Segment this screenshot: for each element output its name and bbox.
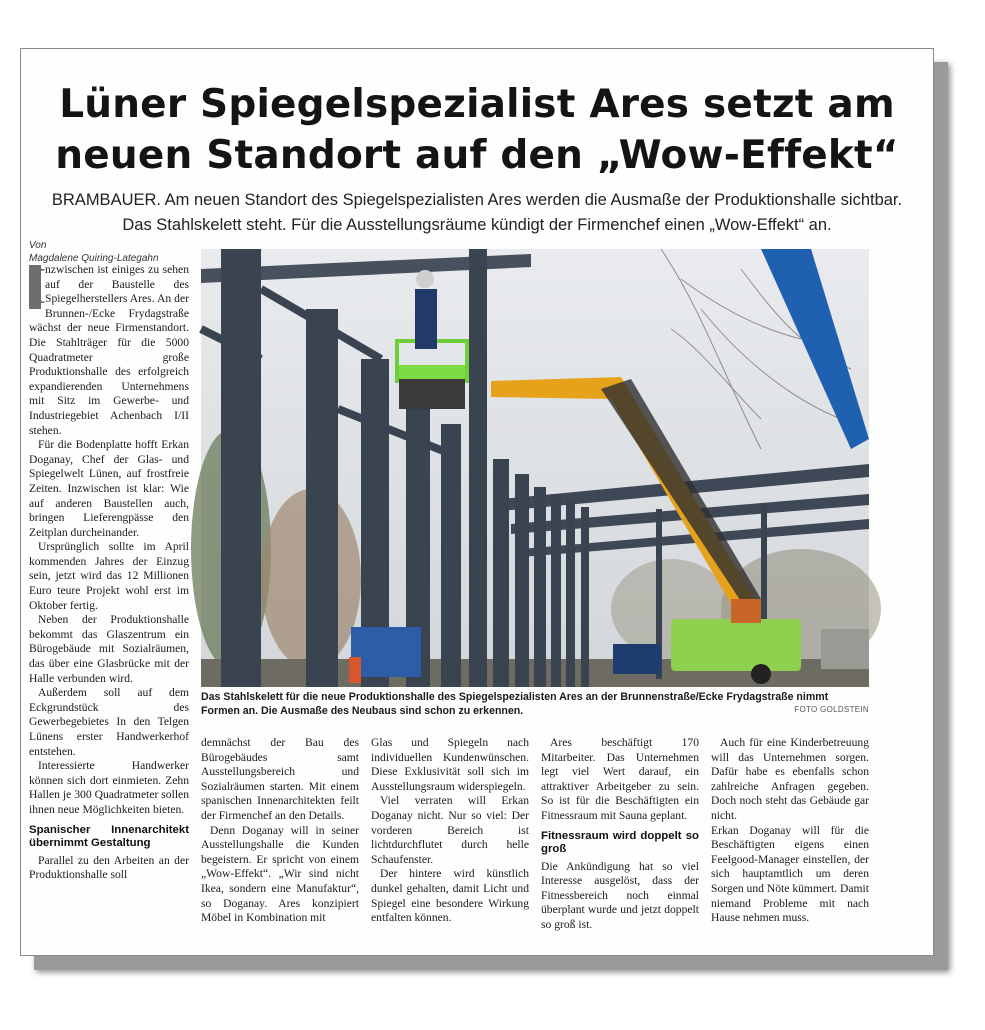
paragraph: Ursprünglich sollte im April kommenden Jahres der Einzug sein, jetzt wird das 12 Millionen Euro teure Projekt wohl erst im Oktober fertig.: [29, 540, 189, 612]
paragraph: Neben der Produktionshalle bekommt das Glaszentrum ein Bürogebäude mit Sozialräumen, das über eine Glasbrücke mit der Halle verbunden wird.: [29, 613, 189, 685]
paragraph: Für die Bodenplatte hofft Erkan Doganay, Chef der Glas- und Spiegelwelt Lünen, auf frostfreie Zeiten. Inzwischen ist klar: Wie auf anderen Baustellen auch, bringen Lieferengpässe den Zeitplan durcheinander.: [29, 438, 189, 539]
article-column-3: [371, 736, 529, 926]
paragraph: Außerdem soll auf dem Eckgrundstück des Gewerbegebietes In den Telgen Lünens erster Handwerkerhof entstehen.: [29, 686, 189, 758]
paragraph: Erkan Doganay will für die Beschäftigten eigens einen Feelgood-Manager einstellen, der sich hauptamtlich um deren Sorgen und Nöte kümmert. Damit niemand Probleme mit nach Hause nehmen muss.: [711, 823, 869, 925]
paragraph: Auch für eine Kinderbetreuung will das Unternehmen sorgen. Dafür habe es ebenfalls schon zahlreiche Anfragen gegeben. Doch noch steht das Gebäude gar nicht.: [711, 736, 869, 822]
paragraph: Interessierte Handwerker können sich dort einmieten. Zehn Hallen je 300 Quadratmeter sollen ihnen neue Möglichkeiten bieten.: [29, 759, 189, 816]
paragraph: Ares beschäftigt 170 Mitarbeiter. Das Unternehmen legt viel Wert darauf, ein attraktiver Arbeitgeber zu sein. So ist für die Beschäftigten ein Fitnessraum mit Sauna geplant.: [541, 736, 699, 822]
section-heading: Fitnessraum wird doppelt so groß: [541, 829, 699, 855]
article-column-5: [711, 736, 869, 926]
newspaper-clipping: [20, 48, 934, 956]
photo-caption: Das Stahlskelett für die neue Produktionshalle des Spiegelspezialisten Ares an der Brunnenstraße/Ecke Frydagstraße nimmt Formen an. Die Ausmaße des Neubaus sind schon zu erkennen.: [201, 691, 829, 717]
article-subheadline: BRAMBAUER. Am neuen Standort des Spiegelspezialisten Ares werden die Ausmaße der Produktionshalle sichtbar. Das Stahlskelett steht. Für die Ausstellungsräume kündigt der Firmenchef einen „Wow-Effekt“ an.: [51, 191, 903, 234]
paragraph: demnächst der Bau des Bürogebäudes samt Ausstellungsbereich und Sozialräumen starten. Mit einem spanischen Innenarchitekten feilt der Firmenchef an den Details.: [201, 736, 359, 822]
paragraph: Denn Doganay will in seiner Ausstellungshalle die Kunden begeistern. Er spricht von einem „Wow-Effekt“. „Wir sind nicht Ikea, sondern eine Manufaktur“, so Doganay. Ares konzipiert Möbel in Kombination mit: [201, 823, 359, 925]
drop-cap-i: I: [29, 258, 47, 315]
byline: [29, 239, 189, 265]
article-headline: Lüner Spiegelspezialist Ares setzt am neuen Standort auf den „Wow-Effekt“: [55, 82, 899, 178]
photo-credit: FOTO GOLDSTEIN: [794, 705, 869, 714]
steel-frame-illustration: [201, 249, 869, 687]
lead-paragraph-text: nzwischen ist einiges zu sehen auf der Baustelle des Spiegelherstellers Ares. An der Brunnen-/Ecke Frydagstraße wächst der neue Firmenstandort. Die Stahlträger für die 5000 Quadratmeter große Produktionshalle des erfolgreich expandierenden Unternehmens mit Sitz im Gewerbe- und Industriegebiet Achenbach I/II stehen.: [29, 263, 189, 437]
paragraph: Viel verraten will Erkan Doganay nicht. Nur so viel: Der vorderen Bereich ist lichtdurchflutet durch helle Schaufenster.: [371, 794, 529, 866]
article-column-2: [201, 736, 359, 926]
section-heading: Spanischer Innenarchitekt übernimmt Gestaltung: [29, 823, 189, 849]
byline-prefix: Von: [29, 240, 47, 251]
paragraph: Die Ankündigung hat so viel Interesse ausgelöst, dass der Fitnessbereich noch einmal überplant wurde und jetzt doppelt so groß ist.: [541, 859, 699, 931]
article-column-4: [541, 736, 699, 933]
paragraph: Der hintere wird künstlich dunkel gehalten, damit Licht und Spiegel eine besondere Wirkung entfalten können.: [371, 867, 529, 925]
paragraph: Glas und Spiegeln nach individuellen Kundenwünschen. Diese Exklusivität soll sich im Ausstellungsraum widerspiegeln.: [371, 736, 529, 793]
paragraph: Parallel zu den Arbeiten an der Produktionshalle soll: [29, 853, 189, 882]
byline-author: Magdalene Quiring-Lategahn: [29, 253, 159, 264]
construction-photo: [201, 249, 869, 687]
